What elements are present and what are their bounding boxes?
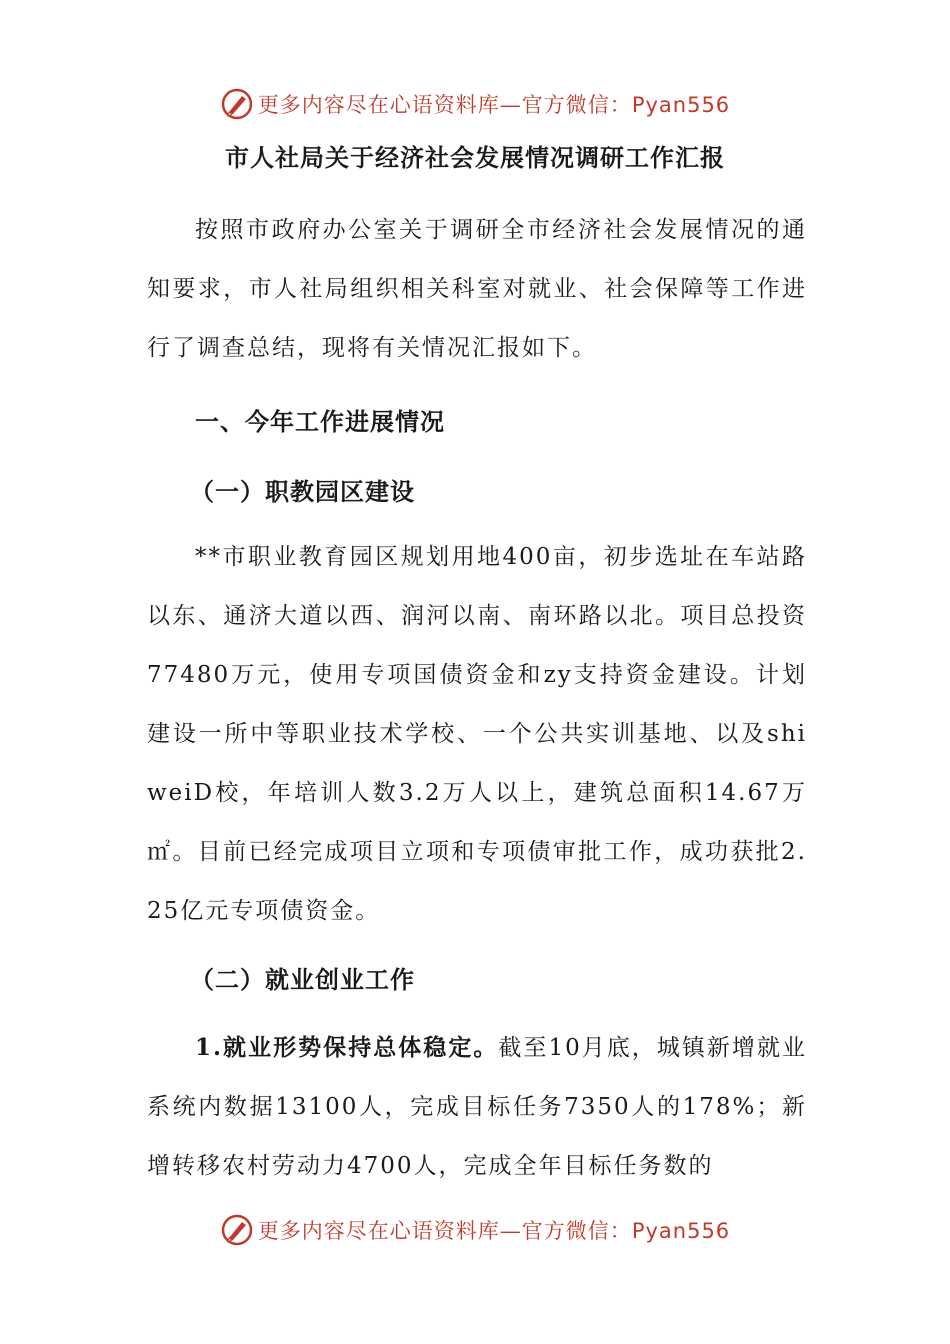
employment-lead: 1.就业形势保持总体稳定。 <box>195 1034 499 1061</box>
employment-paragraph <box>147 1018 807 1196</box>
section-heading-1: 一、今年工作进展情况 <box>195 407 445 436</box>
watermark-top <box>0 84 950 124</box>
pen-logo-icon <box>220 87 254 121</box>
pen-logo-icon <box>220 1213 254 1247</box>
subsection-heading-2: （二）就业创业工作 <box>190 965 415 994</box>
vocational-park-paragraph: **市职业教育园区规划用地400亩，初步选址在车站路以东、通济大道以西、润河以南、南环路以北。项目总投资77480万元，使用专项国债资金和zy支持资金建设。计划建设一所中等职业技术学校、一个公共实训基地、以及shiweiD校，年培训人数3.2万人以上，建筑总面积14.67万㎡。目前已经完成项目立项和专项债审批工作，成功获批2.25亿元专项债资金。 <box>147 544 807 924</box>
document-title: 市人社局关于经济社会发展情况调研工作汇报 <box>225 143 725 172</box>
intro-paragraph: 按照市政府办公室关于调研全市经济社会发展情况的通知要求，市人社局组织相关科室对就业、社会保障等工作进行了调查总结，现将有关情况汇报如下。 <box>147 217 807 361</box>
watermark-text: 更多内容尽在心语资料库—官方微信：Pyan556 <box>257 93 731 117</box>
subsection-heading-1: （一）职教园区建设 <box>190 477 415 506</box>
watermark-bottom <box>0 1210 950 1250</box>
watermark-text: 更多内容尽在心语资料库—官方微信：Pyan556 <box>257 1219 731 1243</box>
employment-text: 截至10月底，城镇新增就业系统内数据13100人，完成目标任务7350人的178%；新增转移农村劳动力4700人，完成全年目标任务数的 <box>147 1035 807 1179</box>
